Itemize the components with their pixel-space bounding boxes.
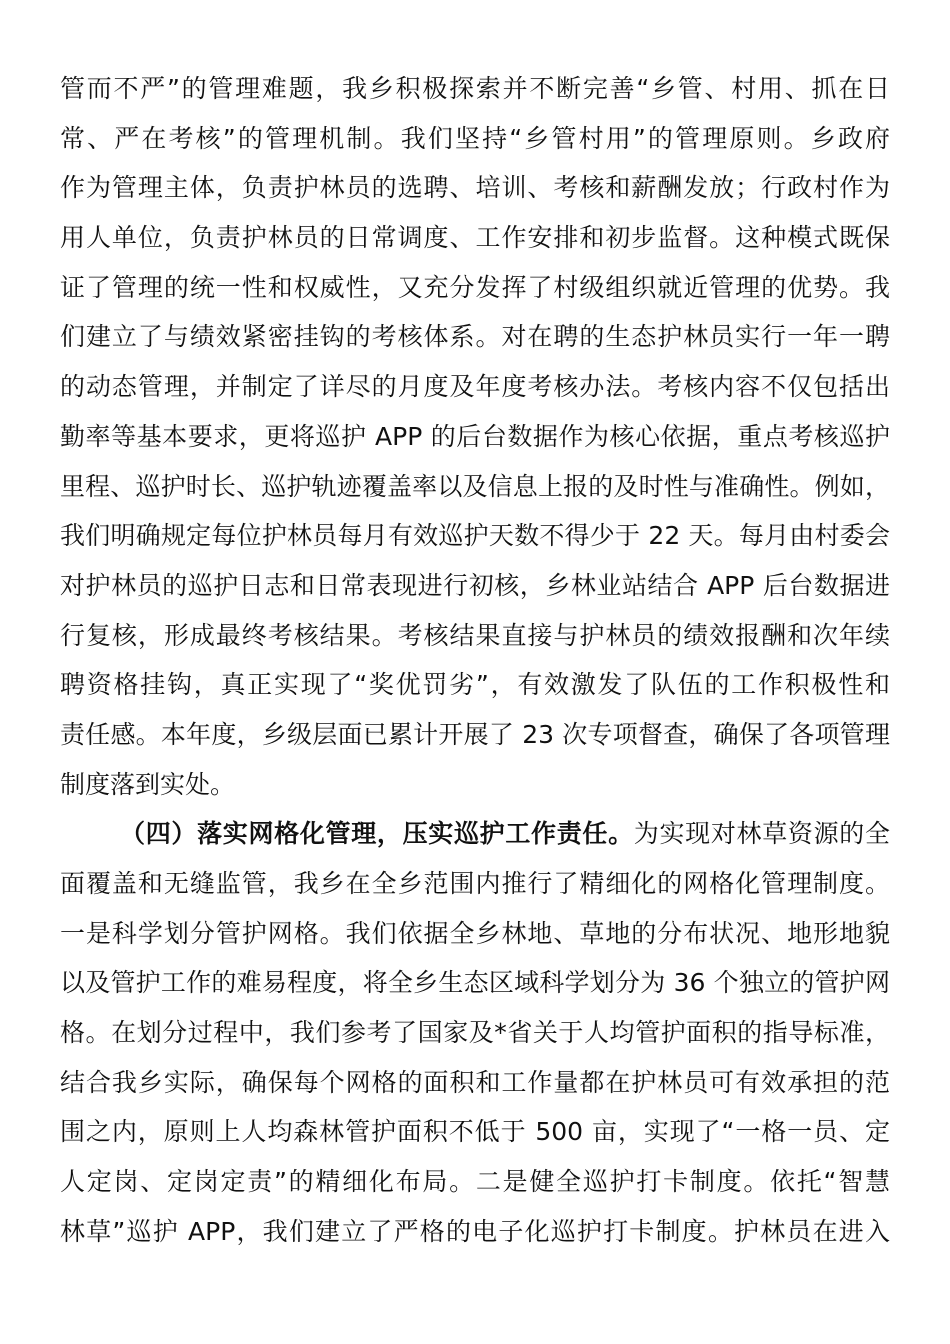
paragraph-grid-management — [60, 809, 890, 1256]
text-line: 聘资格挂钩，真正实现了“奖优罚劣”，有效激发了队伍的工作积极性和 — [60, 670, 890, 700]
text-line: 用人单位，负责护林员的日常调度、工作安排和初步监督。这种模式既保 — [60, 223, 890, 253]
text-line: 的动态管理，并制定了详尽的月度及年度考核办法。考核内容不仅包括出 — [60, 372, 890, 402]
text-line: 林草”巡护 APP，我们建立了严格的电子化巡护打卡制度。护林员在进入 — [60, 1216, 890, 1246]
text-line: 管而不严”的管理难题，我乡积极探索并不断完善“乡管、村用、抓在日 — [60, 74, 890, 103]
text-line: 一是科学划分管护网格。我们依据全乡林地、草地的分布状况、地形地貌 — [60, 918, 890, 948]
text-line: 勤率等基本要求，更将巡护 APP 的后台数据作为核心依据，重点考核巡护 — [60, 421, 890, 451]
text-line: 行复核，形成最终考核结果。考核结果直接与护林员的绩效报酬和次年续 — [60, 620, 890, 650]
document-body — [60, 64, 890, 1257]
section-heading: （四）落实网格化管理，压实巡护工作责任。 — [120, 819, 634, 849]
text-line: 面覆盖和无缝监管，我乡在全乡范围内推行了精细化的网格化管理制度。 — [60, 869, 890, 898]
text-line: 们建立了与绩效紧密挂钩的考核体系。对在聘的生态护林员实行一年一聘 — [60, 322, 890, 352]
text-line: 我们明确规定每位护林员每月有效巡护天数不得少于 22 天。每月由村委会 — [60, 521, 890, 551]
text-line: 作为管理主体，负责护林员的选聘、培训、考核和薪酬发放；行政村作为 — [60, 173, 890, 203]
text-line: 围之内，原则上人均森林管护面积不低于 500 亩，实现了“一格一员、定 — [60, 1117, 890, 1147]
section-heading-line — [60, 809, 890, 859]
text-line: 以及管护工作的难易程度，将全乡生态区域科学划分为 36 个独立的管护网 — [60, 968, 890, 998]
text-line: 常、严在考核”的管理机制。我们坚持“乡管村用”的管理原则。乡政府 — [60, 123, 890, 153]
text-segment: 为实现对林草资源的全 — [633, 819, 890, 849]
text-line: 结合我乡实际，确保每个网格的面积和工作量都在护林员可有效承担的范 — [60, 1067, 890, 1097]
text-line: 对护林员的巡护日志和日常表现进行初核，乡林业站结合 APP 后台数据进 — [60, 570, 890, 600]
text-line: 人定岗、定岗定责”的精细化布局。二是健全巡护打卡制度。依托“智慧 — [60, 1167, 890, 1197]
text-line: 责任感。本年度，乡级层面已累计开展了 23 次专项督查，确保了各项管理 — [60, 719, 890, 749]
paragraph-management-system — [60, 64, 890, 809]
text-line: 制度落到实处。 — [60, 769, 236, 799]
text-line: 证了管理的统一性和权威性，又充分发挥了村级组织就近管理的优势。我 — [60, 272, 890, 302]
text-line: 里程、巡护时长、巡护轨迹覆盖率以及信息上报的及时性与准确性。例如， — [60, 471, 890, 501]
text-line: 格。在划分过程中，我们参考了国家及*省关于人均管护面积的指导标准， — [60, 1018, 890, 1048]
